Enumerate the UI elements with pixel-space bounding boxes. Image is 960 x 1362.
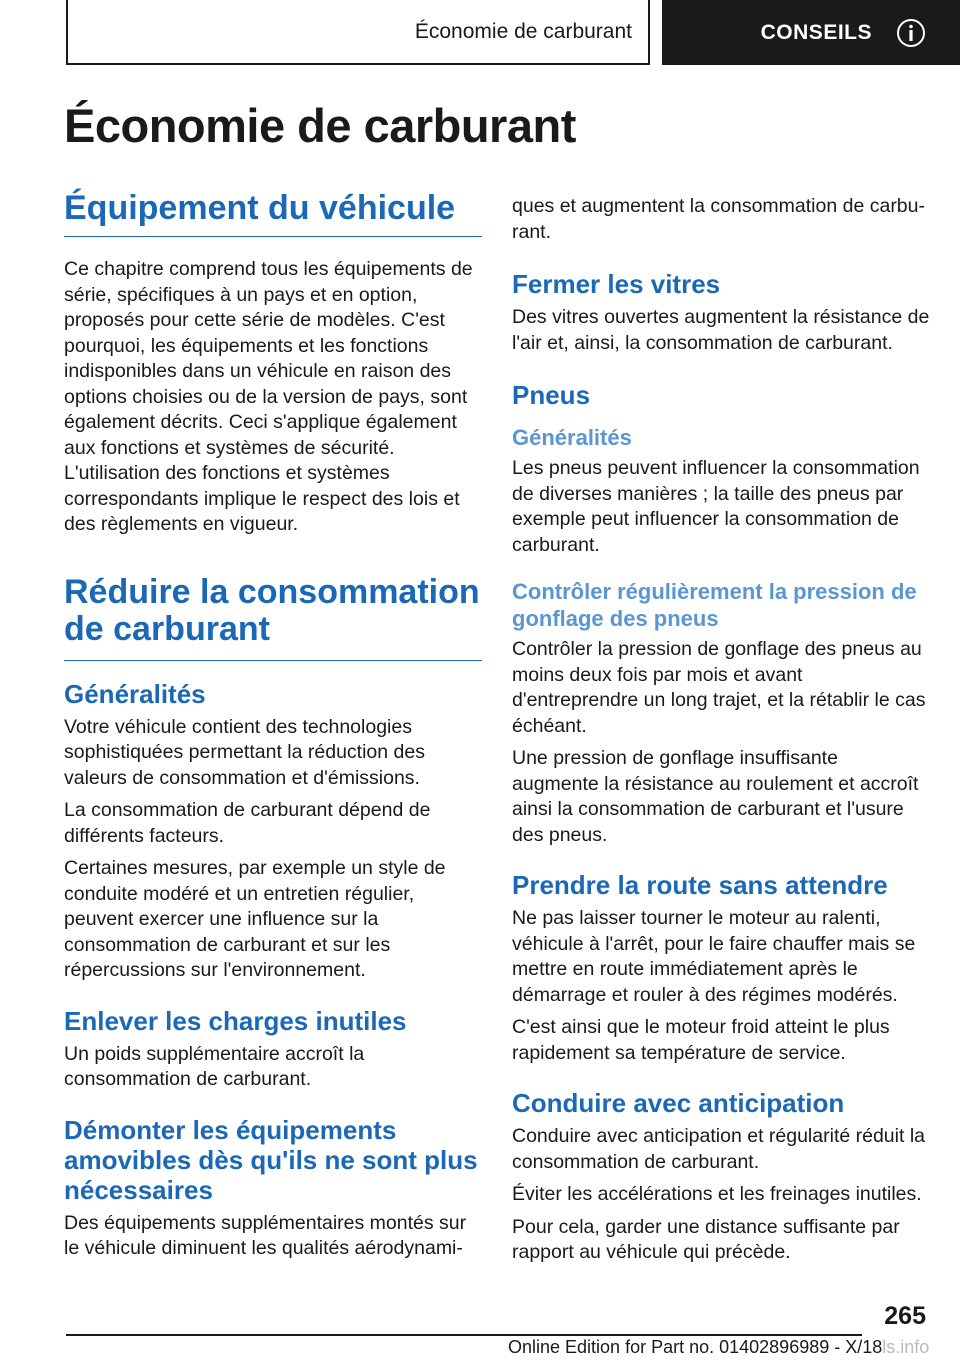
paragraph-anticipation-2: Éviter les accélérations et les freinages inutiles.: [512, 1183, 922, 1205]
paragraph-generalites-1: Votre véhicule contient des technologies sophistiquées permettant la réduction des valeurs de consommation et d'émissions.: [64, 715, 425, 789]
heading-pneus-generalites: Généralités: [512, 425, 632, 450]
paragraph-anticipation-1: Conduire avec anticipation et régularité réduit la consommation de carburant.: [512, 1125, 925, 1173]
paragraph-vitres: Des vitres ouvertes augmentent la résistance de l'air et, ainsi, la consommation de carburant.: [512, 306, 930, 354]
heading-route: Prendre la route sans attendre: [512, 870, 888, 900]
left-column: [64, 190, 482, 1269]
paragraph-demonter-b: ques et augmentent la consommation de carburant.: [512, 195, 926, 243]
heading-reduire: Réduire la consommation de carburant: [64, 574, 482, 661]
header-chapter-box: [662, 0, 960, 65]
paragraph-charges: Un poids supplémentaire accroît la consommation de carburant.: [64, 1042, 365, 1090]
heading-pneus: Pneus: [512, 380, 591, 410]
paragraph-equipement: Ce chapitre comprend tous les équipements de série, spécifiques à un pays et en option, proposés pour cette série de modèles. C'est pourquoi, les équipements et les fonctions indisponibles dans un véhicule en raison des options choisies ou de la version de pays, sont également décrits. Ceci s'applique également aux fonctions et systèmes de sécurité. L'utilisation des fonctions et systèmes correspondants implique le respect des lois et des règlements en vigueur.: [64, 258, 473, 535]
paragraph-anticipation-3: Pour cela, garder une distance suffisante par rapport au véhicule qui précède.: [512, 1215, 900, 1263]
footer-edition-text: Online Edition for Part no. 01402896989 - X/18: [508, 1337, 883, 1357]
footer-divider: [66, 1334, 862, 1336]
paragraph-pneus-generalites: Les pneus peuvent influencer la consommation de diverses manières ; la taille des pneus par exemple peut influencer la consommation de carburant.: [512, 457, 920, 556]
header-chapter-label: CONSEILS: [760, 20, 872, 44]
page-title: Économie de carburant: [64, 99, 576, 152]
paragraph-route-2: C'est ainsi que le moteur froid atteint le plus rapidement sa température de service.: [512, 1016, 890, 1064]
paragraph-generalites-2: La consommation de carburant dépend de différents facteurs.: [64, 799, 431, 847]
header-section-title: Économie de carburant: [414, 19, 632, 43]
heading-anticipation: Conduire avec anticipation: [512, 1088, 845, 1118]
header-section-box: [66, 0, 650, 65]
paragraph-generalites-3: Certaines mesures, par exemple un style de conduite modéré et un entretien régulier, peuvent exercer une influence sur la consommation de carburant et sur les répercussions sur l'environnement.: [64, 857, 446, 981]
paragraph-pression-1: Contrôler la pression de gonflage des pneus au moins deux fois par mois et avant d'entreprendre un long trajet, et la rétablir le cas échéant.: [512, 638, 926, 737]
paragraph-pression-2: Une pression de gonflage insuffisante augmente la résistance au roulement et accroît ainsi la consommation de carburant et l'usure des pneus.: [512, 747, 919, 846]
heading-vitres: Fermer les vitres: [512, 269, 721, 299]
info-icon: [896, 18, 926, 48]
paragraph-route-1: Ne pas laisser tourner le moteur au ralenti, véhicule à l'arrêt, pour le faire chauffer mais se mettre en route immédiatement après le démarrage et rouler à des régimes modérés.: [512, 907, 916, 1006]
footer-edition: [508, 1337, 929, 1358]
paragraph-demonter-a: Des équipements supplémentaires montés sur le véhicule diminuent les qualités aérodynami-: [64, 1211, 467, 1259]
heading-generalites: Généralités: [64, 678, 206, 709]
heading-charges: Enlever les charges inutiles: [64, 1005, 407, 1036]
footer-watermark: ls.info: [882, 1337, 930, 1357]
heading-equipement: Équipement du véhicule: [64, 190, 482, 237]
page-number: 265: [884, 1302, 926, 1330]
heading-demonter: Démonter les équipements amovibles dès qu'ils ne sont plus nécessaires: [64, 1114, 478, 1205]
heading-pression: Contrôler régulièrement la pression de gonflage des pneus: [512, 579, 917, 631]
right-column: [512, 190, 930, 1273]
